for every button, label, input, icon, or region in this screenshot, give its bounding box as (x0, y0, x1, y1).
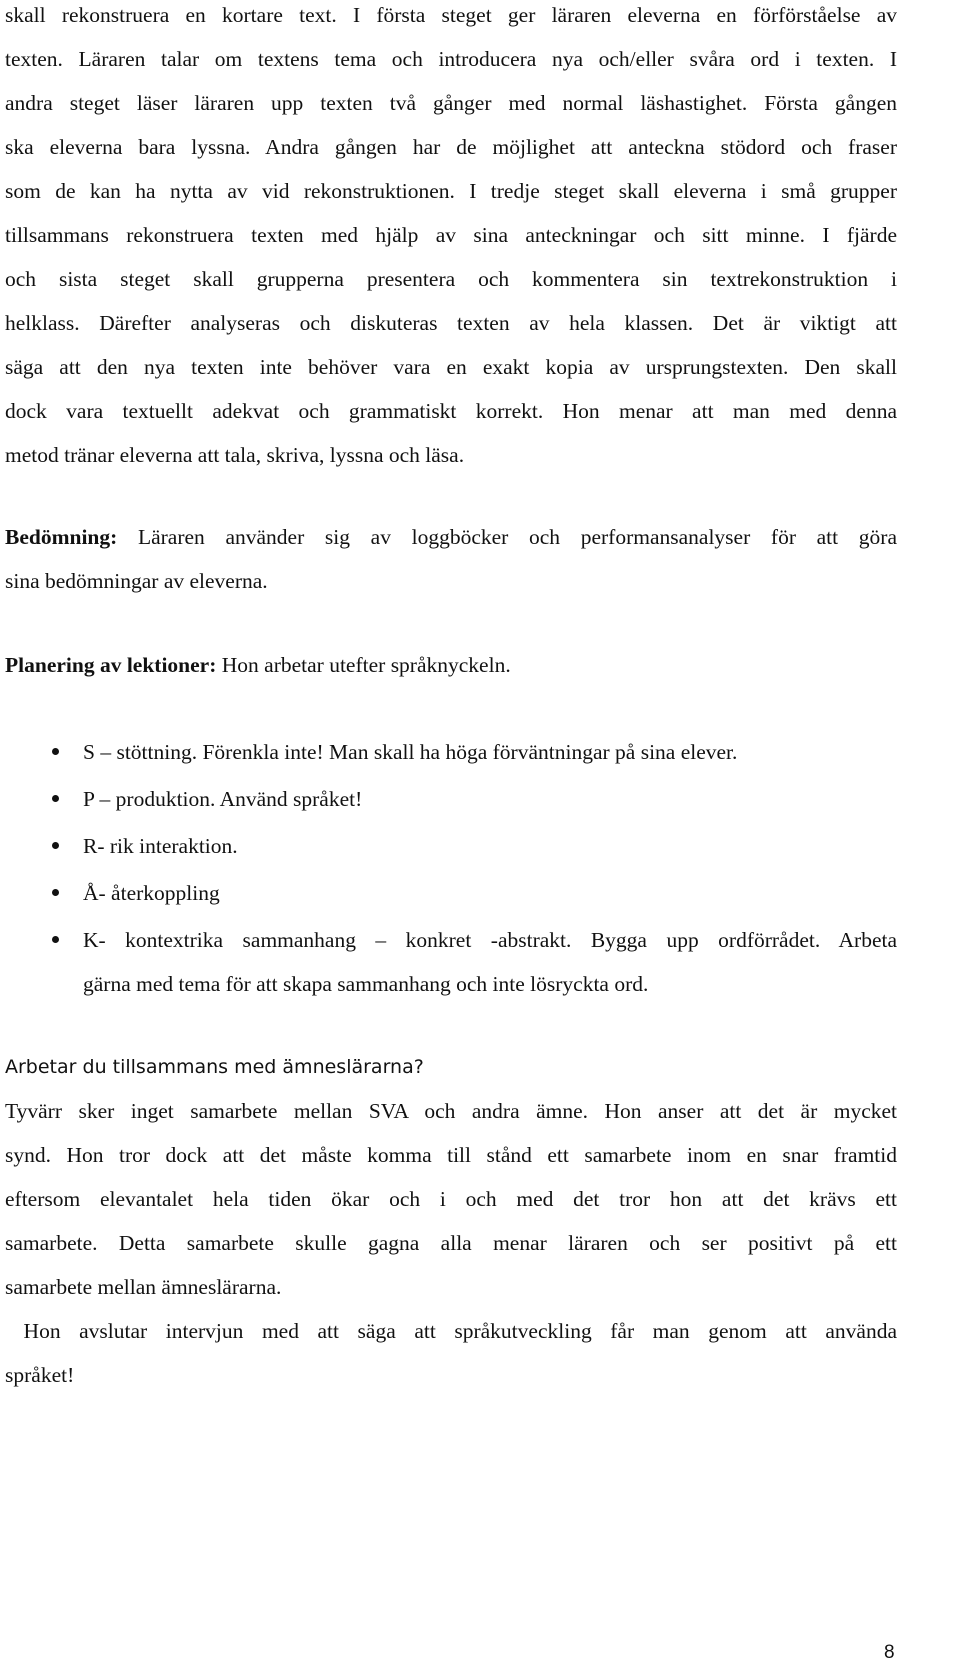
page-number: 8 (884, 1642, 895, 1663)
bullet-icon (52, 936, 59, 943)
assessment-text: Läraren använder sig av loggböcker och performansanalyser för att göra (117, 525, 897, 549)
list-item-text: Å- återkoppling (83, 881, 220, 905)
paragraph-line: skall rekonstruera en kortare text. I första steget ger läraren eleverna en förförståelse av (5, 3, 897, 27)
assessment-line: sina bedömningar av eleverna. (5, 569, 268, 593)
list-item-text: R- rik interaktion. (83, 834, 238, 858)
paragraph-line: säga att den nya texten inte behöver vara en exakt kopia av ursprungstexten. Den skall (5, 355, 897, 379)
list-item-text: S – stöttning. Förenkla inte! Man skall ha höga förväntningar på sina elever. (83, 740, 738, 764)
paragraph-line: samarbete. Detta samarbete skulle gagna alla menar läraren och ser positivt på ett (5, 1231, 897, 1255)
paragraph-line: samarbete mellan ämneslärarna. (5, 1275, 282, 1299)
paragraph-line: språket! (5, 1363, 75, 1387)
paragraph-line: eftersom elevantalet hela tiden ökar och i och med det tror hon att det krävs ett (5, 1187, 897, 1211)
bullet-icon (52, 889, 59, 896)
paragraph-line: texten. Läraren talar om textens tema och introducera nya och/eller svåra ord i texten. I (5, 47, 897, 71)
planning-heading: Planering av lektioner: (5, 653, 217, 677)
paragraph-line: som de kan ha nytta av vid rekonstruktionen. I tredje steget skall eleverna i små grupper (5, 179, 897, 203)
paragraph-line: Hon avslutar intervjun med att säga att språkutveckling får man genom att använda (5, 1319, 897, 1343)
paragraph-line: dock vara textuellt adekvat och grammatiskt korrekt. Hon menar att man med denna (5, 399, 897, 423)
assessment-heading: Bedömning: (5, 525, 118, 549)
bullet-icon (52, 748, 59, 755)
paragraph-line: helklass. Därefter analyseras och diskuteras texten av hela klassen. Det är viktigt att (5, 311, 897, 335)
paragraph-line: synd. Hon tror dock att det måste komma till stånd ett samarbete inom en snar framtid (5, 1143, 897, 1167)
paragraph-line: och sista steget skall grupperna presentera och kommentera sin textrekonstruktion i (5, 267, 897, 291)
paragraph-line: ska eleverna bara lyssna. Andra gången har de möjlighet att anteckna stödord och fraser (5, 135, 897, 159)
planning-text: Hon arbetar utefter språknyckeln. (216, 653, 511, 677)
bullet-icon (52, 795, 59, 802)
paragraph-line: andra steget läser läraren upp texten två gånger med normal läshastighet. Första gången (5, 91, 897, 115)
list-item-text: P – produktion. Använd språket! (83, 787, 363, 811)
assessment-line (5, 522, 897, 552)
bullet-icon (52, 842, 59, 849)
interview-question: Arbetar du tillsammans med ämneslärarna? (5, 1056, 424, 1078)
paragraph-line: Tyvärr sker inget samarbete mellan SVA och andra ämne. Hon anser att det är mycket (5, 1099, 897, 1123)
planning-line (5, 650, 511, 680)
list-item-text: gärna med tema för att skapa sammanhang och inte lösryckta ord. (83, 972, 649, 996)
paragraph-line: metod tränar eleverna att tala, skriva, lyssna och läsa. (5, 443, 465, 467)
list-item-text: K- kontextrika sammanhang – konkret -abstrakt. Bygga upp ordförrådet. Arbeta (83, 928, 897, 952)
paragraph-line: tillsammans rekonstruera texten med hjälp av sina anteckningar och sitt minne. I fjärde (5, 223, 897, 247)
